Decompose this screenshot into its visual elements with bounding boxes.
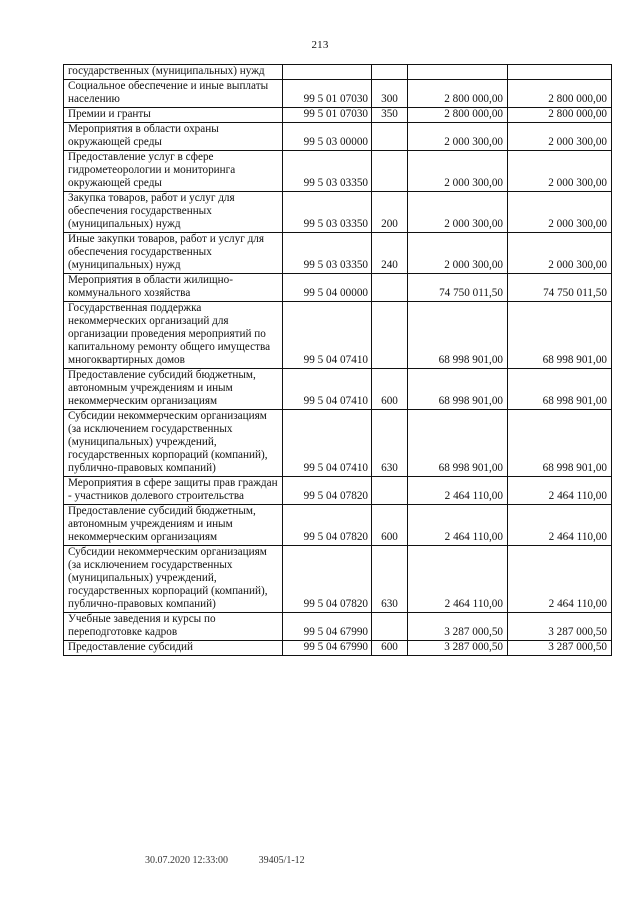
row-name: Государственная поддержка некоммерческих организаций для организации проведения мероприятий по капитальному ремонту общего имущества многоквартирных домов: [64, 302, 283, 369]
budget-table-container: [63, 64, 611, 656]
table-row: [64, 108, 612, 123]
row-expense-type: [372, 477, 408, 505]
row-code: 99 5 04 67990: [283, 641, 372, 656]
table-row: [64, 151, 612, 192]
table-row: [64, 192, 612, 233]
budget-table: [63, 64, 612, 656]
table-row: [64, 641, 612, 656]
row-amount-1: 2 464 110,00: [408, 546, 508, 613]
row-code: 99 5 04 00000: [283, 274, 372, 302]
row-amount-2: 2 464 110,00: [508, 546, 612, 613]
row-code: 99 5 04 07820: [283, 505, 372, 546]
page-footer: [145, 855, 305, 866]
row-name: Мероприятия в области охраны окружающей среды: [64, 123, 283, 151]
row-amount-2: 68 998 901,00: [508, 410, 612, 477]
row-expense-type: 350: [372, 108, 408, 123]
row-amount-1: 74 750 011,50: [408, 274, 508, 302]
row-expense-type: [372, 274, 408, 302]
row-amount-1: 68 998 901,00: [408, 369, 508, 410]
row-expense-type: 200: [372, 192, 408, 233]
row-amount-1: 3 287 000,50: [408, 641, 508, 656]
row-amount-2: 3 287 000,50: [508, 613, 612, 641]
row-code: 99 5 04 07820: [283, 546, 372, 613]
row-code: 99 5 01 07030: [283, 108, 372, 123]
budget-table-body: [64, 65, 612, 656]
footer-document-id: 39405/1-12: [258, 855, 305, 866]
table-row: [64, 80, 612, 108]
row-amount-1: 68 998 901,00: [408, 410, 508, 477]
row-expense-type: [372, 123, 408, 151]
row-amount-1: 2 000 300,00: [408, 192, 508, 233]
table-row: [64, 65, 612, 80]
row-amount-2: 2 000 300,00: [508, 151, 612, 192]
row-expense-type: 600: [372, 641, 408, 656]
footer-timestamp: 30.07.2020 12:33:00: [145, 855, 229, 866]
row-amount-1: 2 464 110,00: [408, 505, 508, 546]
row-name: Предоставление субсидий бюджетным, автономным учреждениям и иным некоммерческим организациям: [64, 505, 283, 546]
row-code: 99 5 03 00000: [283, 123, 372, 151]
row-amount-2: 2 464 110,00: [508, 477, 612, 505]
table-row: [64, 546, 612, 613]
row-amount-1: 2 000 300,00: [408, 233, 508, 274]
page-number: 213: [311, 39, 329, 51]
row-amount-1: 2 464 110,00: [408, 477, 508, 505]
row-amount-2: 2 000 300,00: [508, 123, 612, 151]
table-row: [64, 477, 612, 505]
table-row: [64, 505, 612, 546]
row-name: Мероприятия в области жилищно-коммунального хозяйства: [64, 274, 283, 302]
table-row: [64, 302, 612, 369]
row-amount-1: 68 998 901,00: [408, 302, 508, 369]
row-code: 99 5 04 07410: [283, 302, 372, 369]
row-expense-type: [372, 302, 408, 369]
row-expense-type: 600: [372, 505, 408, 546]
row-expense-type: [372, 151, 408, 192]
row-amount-2: 2 464 110,00: [508, 505, 612, 546]
row-name: Учебные заведения и курсы по переподготовке кадров: [64, 613, 283, 641]
row-amount-1: 2 000 300,00: [408, 123, 508, 151]
row-amount-2: 2 800 000,00: [508, 108, 612, 123]
table-row: [64, 233, 612, 274]
row-amount-2: 68 998 901,00: [508, 369, 612, 410]
row-code: 99 5 04 07410: [283, 369, 372, 410]
row-name: Субсидии некоммерческим организациям (за исключением государственных (муниципальных) учреждений, государственных корпораций (компаний), публично-правовых компаний): [64, 410, 283, 477]
row-code: 99 5 03 03350: [283, 151, 372, 192]
row-amount-2: 2 000 300,00: [508, 192, 612, 233]
row-amount-2: [508, 65, 612, 80]
row-expense-type: 630: [372, 546, 408, 613]
row-expense-type: [372, 613, 408, 641]
row-amount-2: 68 998 901,00: [508, 302, 612, 369]
row-name: государственных (муниципальных) нужд: [64, 65, 283, 80]
row-name: Предоставление услуг в сфере гидрометеорологии и мониторинга окружающей среды: [64, 151, 283, 192]
row-expense-type: 630: [372, 410, 408, 477]
row-code: 99 5 04 07820: [283, 477, 372, 505]
row-expense-type: 600: [372, 369, 408, 410]
row-amount-1: [408, 65, 508, 80]
row-code: [283, 65, 372, 80]
table-row: [64, 613, 612, 641]
row-amount-2: 74 750 011,50: [508, 274, 612, 302]
row-name: Предоставление субсидий бюджетным, автономным учреждениям и иным некоммерческим организациям: [64, 369, 283, 410]
row-amount-2: 2 000 300,00: [508, 233, 612, 274]
row-name: Иные закупки товаров, работ и услуг для обеспечения государственных (муниципальных) нужд: [64, 233, 283, 274]
row-name: Мероприятия в сфере защиты прав граждан - участников долевого строительства: [64, 477, 283, 505]
row-expense-type: 300: [372, 80, 408, 108]
row-amount-1: 2 800 000,00: [408, 108, 508, 123]
row-name: Закупка товаров, работ и услуг для обеспечения государственных (муниципальных) нужд: [64, 192, 283, 233]
row-expense-type: [372, 65, 408, 80]
row-amount-1: 2 000 300,00: [408, 151, 508, 192]
table-row: [64, 369, 612, 410]
row-code: 99 5 04 07410: [283, 410, 372, 477]
row-code: 99 5 01 07030: [283, 80, 372, 108]
table-row: [64, 123, 612, 151]
row-name: Премии и гранты: [64, 108, 283, 123]
row-code: 99 5 03 03350: [283, 192, 372, 233]
row-name: Социальное обеспечение и иные выплаты населению: [64, 80, 283, 108]
row-amount-1: 3 287 000,50: [408, 613, 508, 641]
row-amount-1: 2 800 000,00: [408, 80, 508, 108]
row-name: Субсидии некоммерческим организациям (за исключением государственных (муниципальных) учреждений, государственных корпораций (компаний), публично-правовых компаний): [64, 546, 283, 613]
row-amount-2: 3 287 000,50: [508, 641, 612, 656]
table-row: [64, 410, 612, 477]
row-name: Предоставление субсидий: [64, 641, 283, 656]
row-code: 99 5 03 03350: [283, 233, 372, 274]
row-amount-2: 2 800 000,00: [508, 80, 612, 108]
row-expense-type: 240: [372, 233, 408, 274]
row-code: 99 5 04 67990: [283, 613, 372, 641]
table-row: [64, 274, 612, 302]
